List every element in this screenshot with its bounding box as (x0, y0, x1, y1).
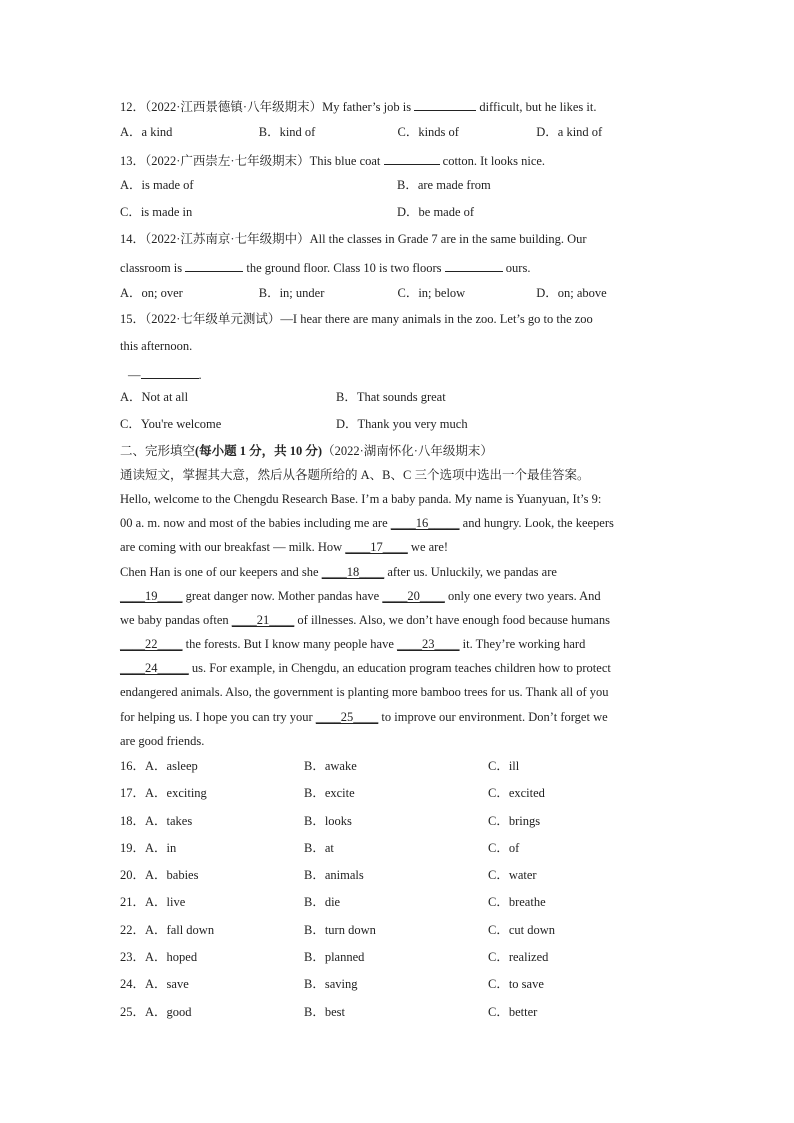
cloze-option-a[interactable]: 23．A．hoped (120, 950, 198, 965)
cloze-option-row (120, 812, 675, 839)
cloze-option-b[interactable]: B．excite (304, 786, 355, 801)
question-13-options-row-2 (120, 203, 675, 230)
cloze-option-a[interactable]: 20．A．babies (120, 868, 199, 883)
cloze-option-c[interactable]: C．ill (488, 759, 520, 773)
cloze-blank-22[interactable]: ____22____ (120, 637, 183, 652)
cloze-option-row (120, 757, 675, 784)
cloze-option-c[interactable]: C．breathe (488, 895, 546, 910)
cloze-option-b[interactable]: B．saving (304, 977, 358, 992)
cloze-option-row (120, 893, 675, 920)
cloze-option-c[interactable]: C．realized (488, 950, 549, 965)
cloze-option-b[interactable]: B．planned (304, 950, 365, 965)
passage-line-4: Chen Han is one of our keepers and she ____18____ after us. Unluckily, we pandas are (120, 564, 557, 579)
cloze-option-a[interactable]: 19．A．in (120, 840, 177, 855)
cloze-blank-25[interactable]: ____25____ (315, 709, 379, 724)
option-d[interactable]: D．Thank you very much (336, 416, 468, 431)
cloze-option-c[interactable]: C．to save (488, 977, 544, 992)
option-c[interactable]: C．is made in (120, 205, 193, 220)
cloze-option-row (120, 784, 675, 811)
cloze-option-row (120, 1003, 675, 1030)
cloze-option-c[interactable]: C．cut down (488, 922, 556, 937)
passage-line-10: for helping us. I hope you can try your ____25____ to improve our environment. Don’t forget we (120, 709, 608, 724)
option-b[interactable]: B．in; under (258, 285, 325, 300)
cloze-option-b[interactable]: B．looks (304, 813, 352, 828)
cloze-blank-23[interactable]: ____23____ (397, 637, 460, 652)
question-15-line-1: 15．（2022·七年级单元测试）—I hear there are many animals in the zoo. Let’s go to the zoo (120, 312, 593, 327)
cloze-option-a[interactable]: 21．A．live (120, 895, 186, 910)
option-a[interactable]: A．Not at all (120, 389, 189, 404)
option-d[interactable]: D．on; above (536, 285, 607, 300)
question-14-options (120, 284, 675, 311)
option-c[interactable]: C．in; below (397, 285, 466, 300)
cloze-option-c[interactable]: C．excited (488, 786, 545, 801)
cloze-option-b[interactable]: B．turn down (304, 922, 376, 937)
option-a[interactable]: A．a kind (120, 124, 173, 139)
answer-blank[interactable] (141, 364, 199, 379)
cloze-option-b[interactable]: B．best (304, 1004, 345, 1019)
passage-line-1: Hello, welcome to the Chengdu Research Base. I’m a baby panda. My name is Yuanyuan, It’s 9: (120, 491, 602, 506)
cloze-option-a[interactable]: 18．A．takes (120, 813, 193, 828)
question-14-line-1: 14．（2022·江苏南京·七年级期中）All the classes in Grade 7 are in the same building. Our (120, 231, 587, 246)
answer-blank[interactable] (414, 96, 476, 111)
cloze-option-c[interactable]: C．better (488, 1004, 538, 1019)
cloze-option-b[interactable]: B．die (304, 895, 341, 910)
passage-line-5: ____19____ great danger now. Mother pandas have ____20____ only one every two years. And (120, 588, 601, 603)
question-13-options-row-1 (120, 176, 675, 203)
passage-line-11: are good friends. (120, 733, 205, 748)
option-d[interactable]: D．be made of (397, 205, 475, 220)
option-c[interactable]: C．You're welcome (120, 416, 222, 431)
cloze-blank-20[interactable]: ____20____ (382, 588, 445, 603)
cloze-option-c[interactable]: C．of (488, 840, 520, 855)
cloze-option-row (120, 975, 675, 1002)
passage-line-2: 00 a. m. now and most of the babies including me are ____16_____ and hungry. Look, the keepers (120, 516, 614, 531)
exam-content (120, 96, 675, 1030)
question-15-line-2: this afternoon. (120, 339, 193, 354)
option-b[interactable]: B．kind of (258, 124, 316, 139)
passage-line-7: ____22____ the forests. But I know many people have ____23____ it. They’re working hard (120, 637, 586, 652)
answer-blank[interactable] (185, 257, 243, 272)
cloze-blank-18[interactable]: ____18____ (321, 564, 385, 579)
question-14-line-2: classroom is the ground floor. Class 10 is two floors ours. (120, 257, 675, 284)
option-a[interactable]: A．on; over (120, 285, 183, 300)
cloze-option-b[interactable]: B．animals (304, 868, 364, 883)
cloze-option-a[interactable]: 22．A．fall down (120, 922, 215, 937)
cloze-option-a[interactable]: 24．A．save (120, 977, 189, 992)
cloze-option-row (120, 866, 675, 893)
cloze-blank-19[interactable]: ____19____ (120, 588, 183, 603)
option-a[interactable]: A．is made of (120, 178, 194, 193)
option-b[interactable]: B．are made from (397, 178, 491, 193)
option-c[interactable]: C．kinds of (397, 124, 459, 139)
cloze-option-a[interactable]: 25．A．good (120, 1004, 192, 1019)
answer-blank[interactable] (445, 257, 503, 272)
cloze-option-a[interactable]: 16．A．asleep (120, 759, 198, 773)
cloze-option-a[interactable]: 17．A．exciting (120, 786, 207, 801)
question-12: 12．（2022·江西景德镇·八年级期末）My father’s job is difficult, but he likes it. (120, 96, 675, 123)
cloze-option-row (120, 948, 675, 975)
cloze-blank-21[interactable]: ____21____ (231, 612, 295, 627)
option-d[interactable]: D．a kind of (536, 124, 603, 139)
passage-line-8: ____24_____ us. For example, in Chengdu, an education program teaches children how to protect (120, 661, 611, 676)
cloze-blank-24[interactable]: ____24_____ (120, 661, 189, 676)
passage-line-3: are coming with our breakfast — milk. How ____17____ we are! (120, 540, 449, 555)
answer-blank[interactable] (384, 150, 440, 165)
cloze-option-c[interactable]: C．brings (488, 813, 541, 828)
cloze-option-row (120, 839, 675, 866)
cloze-blank-17[interactable]: ____17____ (345, 540, 408, 555)
question-15-options-row-1 (120, 388, 675, 415)
section-title: 二、完形填空(每小题 1 分，共 10 分)（2022·湖南怀化·八年级期末） (120, 443, 493, 458)
cloze-option-b[interactable]: B．at (304, 840, 334, 855)
cloze-option-b[interactable]: B．awake (304, 759, 357, 773)
cloze-blank-16[interactable]: ____16_____ (390, 516, 460, 531)
question-15-options-row-2 (120, 415, 675, 442)
passage-line-6: we baby pandas often ____21____ of illnesses. Also, we don’t have enough food because humans (120, 612, 610, 627)
cloze-options (120, 757, 675, 1030)
question-15-response: — . (120, 364, 675, 388)
question-13: 13．（2022·广西崇左·七年级期末）This blue coat cotton. It looks nice. (120, 150, 675, 177)
cloze-option-row (120, 921, 675, 948)
option-b[interactable]: B．That sounds great (336, 389, 446, 404)
question-12-options (120, 123, 675, 150)
section-instructions: 通读短文，掌握其大意，然后从各题所给的 A、B、C 三个选项中选出一个最佳答案。 (120, 467, 590, 482)
cloze-option-c[interactable]: C．water (488, 868, 537, 883)
passage-line-9: endangered animals. Also, the government is planting more bamboo trees for us. Thank all of you (120, 685, 609, 700)
